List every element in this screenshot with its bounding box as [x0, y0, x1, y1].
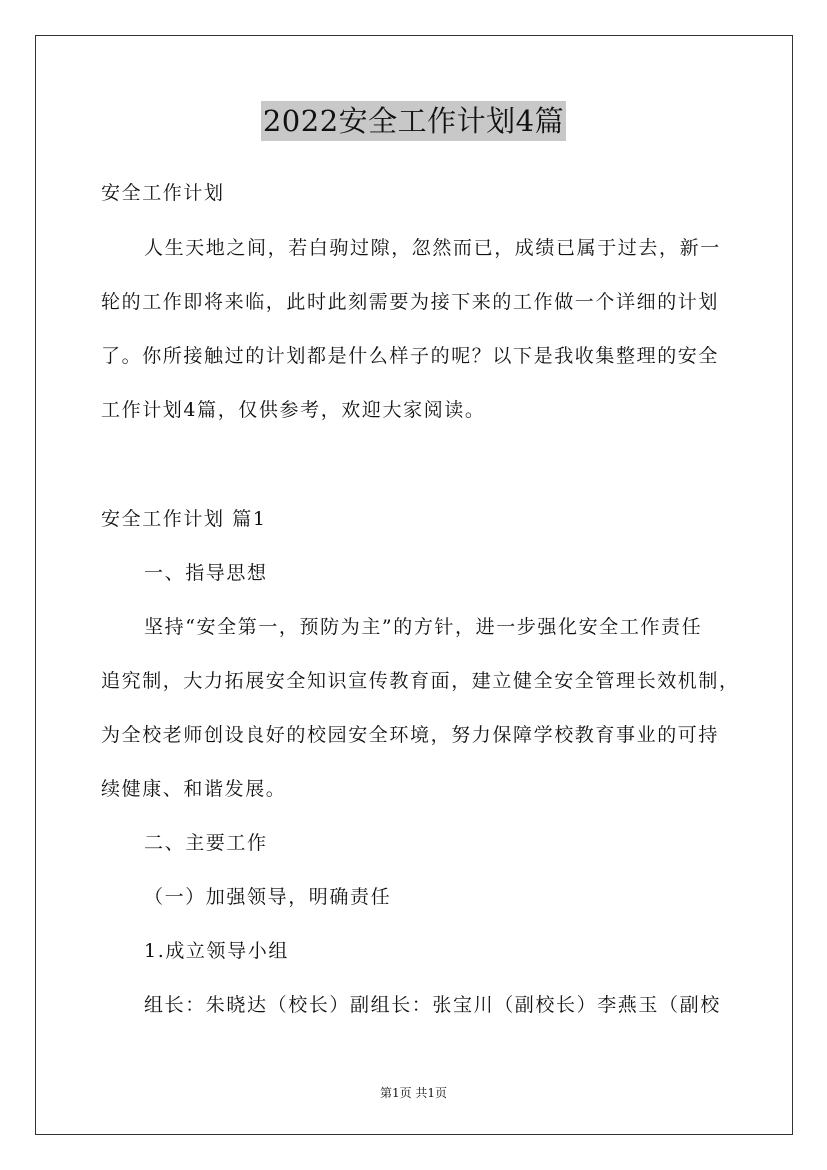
paragraph-line: 追究制，大力拓展安全知识宣传教育面，建立健全安全管理长效机制，: [101, 670, 740, 692]
page-footer: 第1页 共1页: [379, 1086, 448, 1100]
section-heading: 安全工作计划 篇1: [101, 508, 267, 530]
paragraph-line: 为全校老师创设良好的校园安全环境，努力保障学校教育事业的可持: [101, 724, 720, 746]
section-heading: 安全工作计划: [101, 182, 225, 204]
subsection-heading: （一）加强领导，明确责任: [144, 886, 392, 908]
list-item: 1.成立领导小组: [144, 940, 289, 962]
paragraph-line: 坚持“安全第一，预防为主”的方针，进一步强化安全工作责任: [144, 616, 703, 638]
paragraph-line: 续健康、和谐发展。: [101, 778, 287, 800]
subsection-heading: 一、指导思想: [144, 562, 268, 584]
title-container: [0, 101, 827, 141]
paragraph-line: 轮的工作即将来临，此时此刻需要为接下来的工作做一个详细的计划: [101, 291, 720, 313]
paragraph-line: 了。你所接触过的计划都是什么样子的呢？以下是我收集整理的安全: [101, 345, 720, 367]
document-title: 2022安全工作计划4篇: [261, 101, 566, 141]
paragraph-line: 工作计划4篇，仅供参考，欢迎大家阅读。: [101, 399, 486, 421]
paragraph-line: 人生天地之间，若白驹过隙，忽然而已，成绩已属于过去，新一: [144, 237, 721, 259]
paragraph-line: 组长：朱晓达（校长）副组长：张宝川（副校长）李燕玉（副校: [144, 994, 721, 1016]
subsection-heading: 二、主要工作: [144, 832, 268, 854]
